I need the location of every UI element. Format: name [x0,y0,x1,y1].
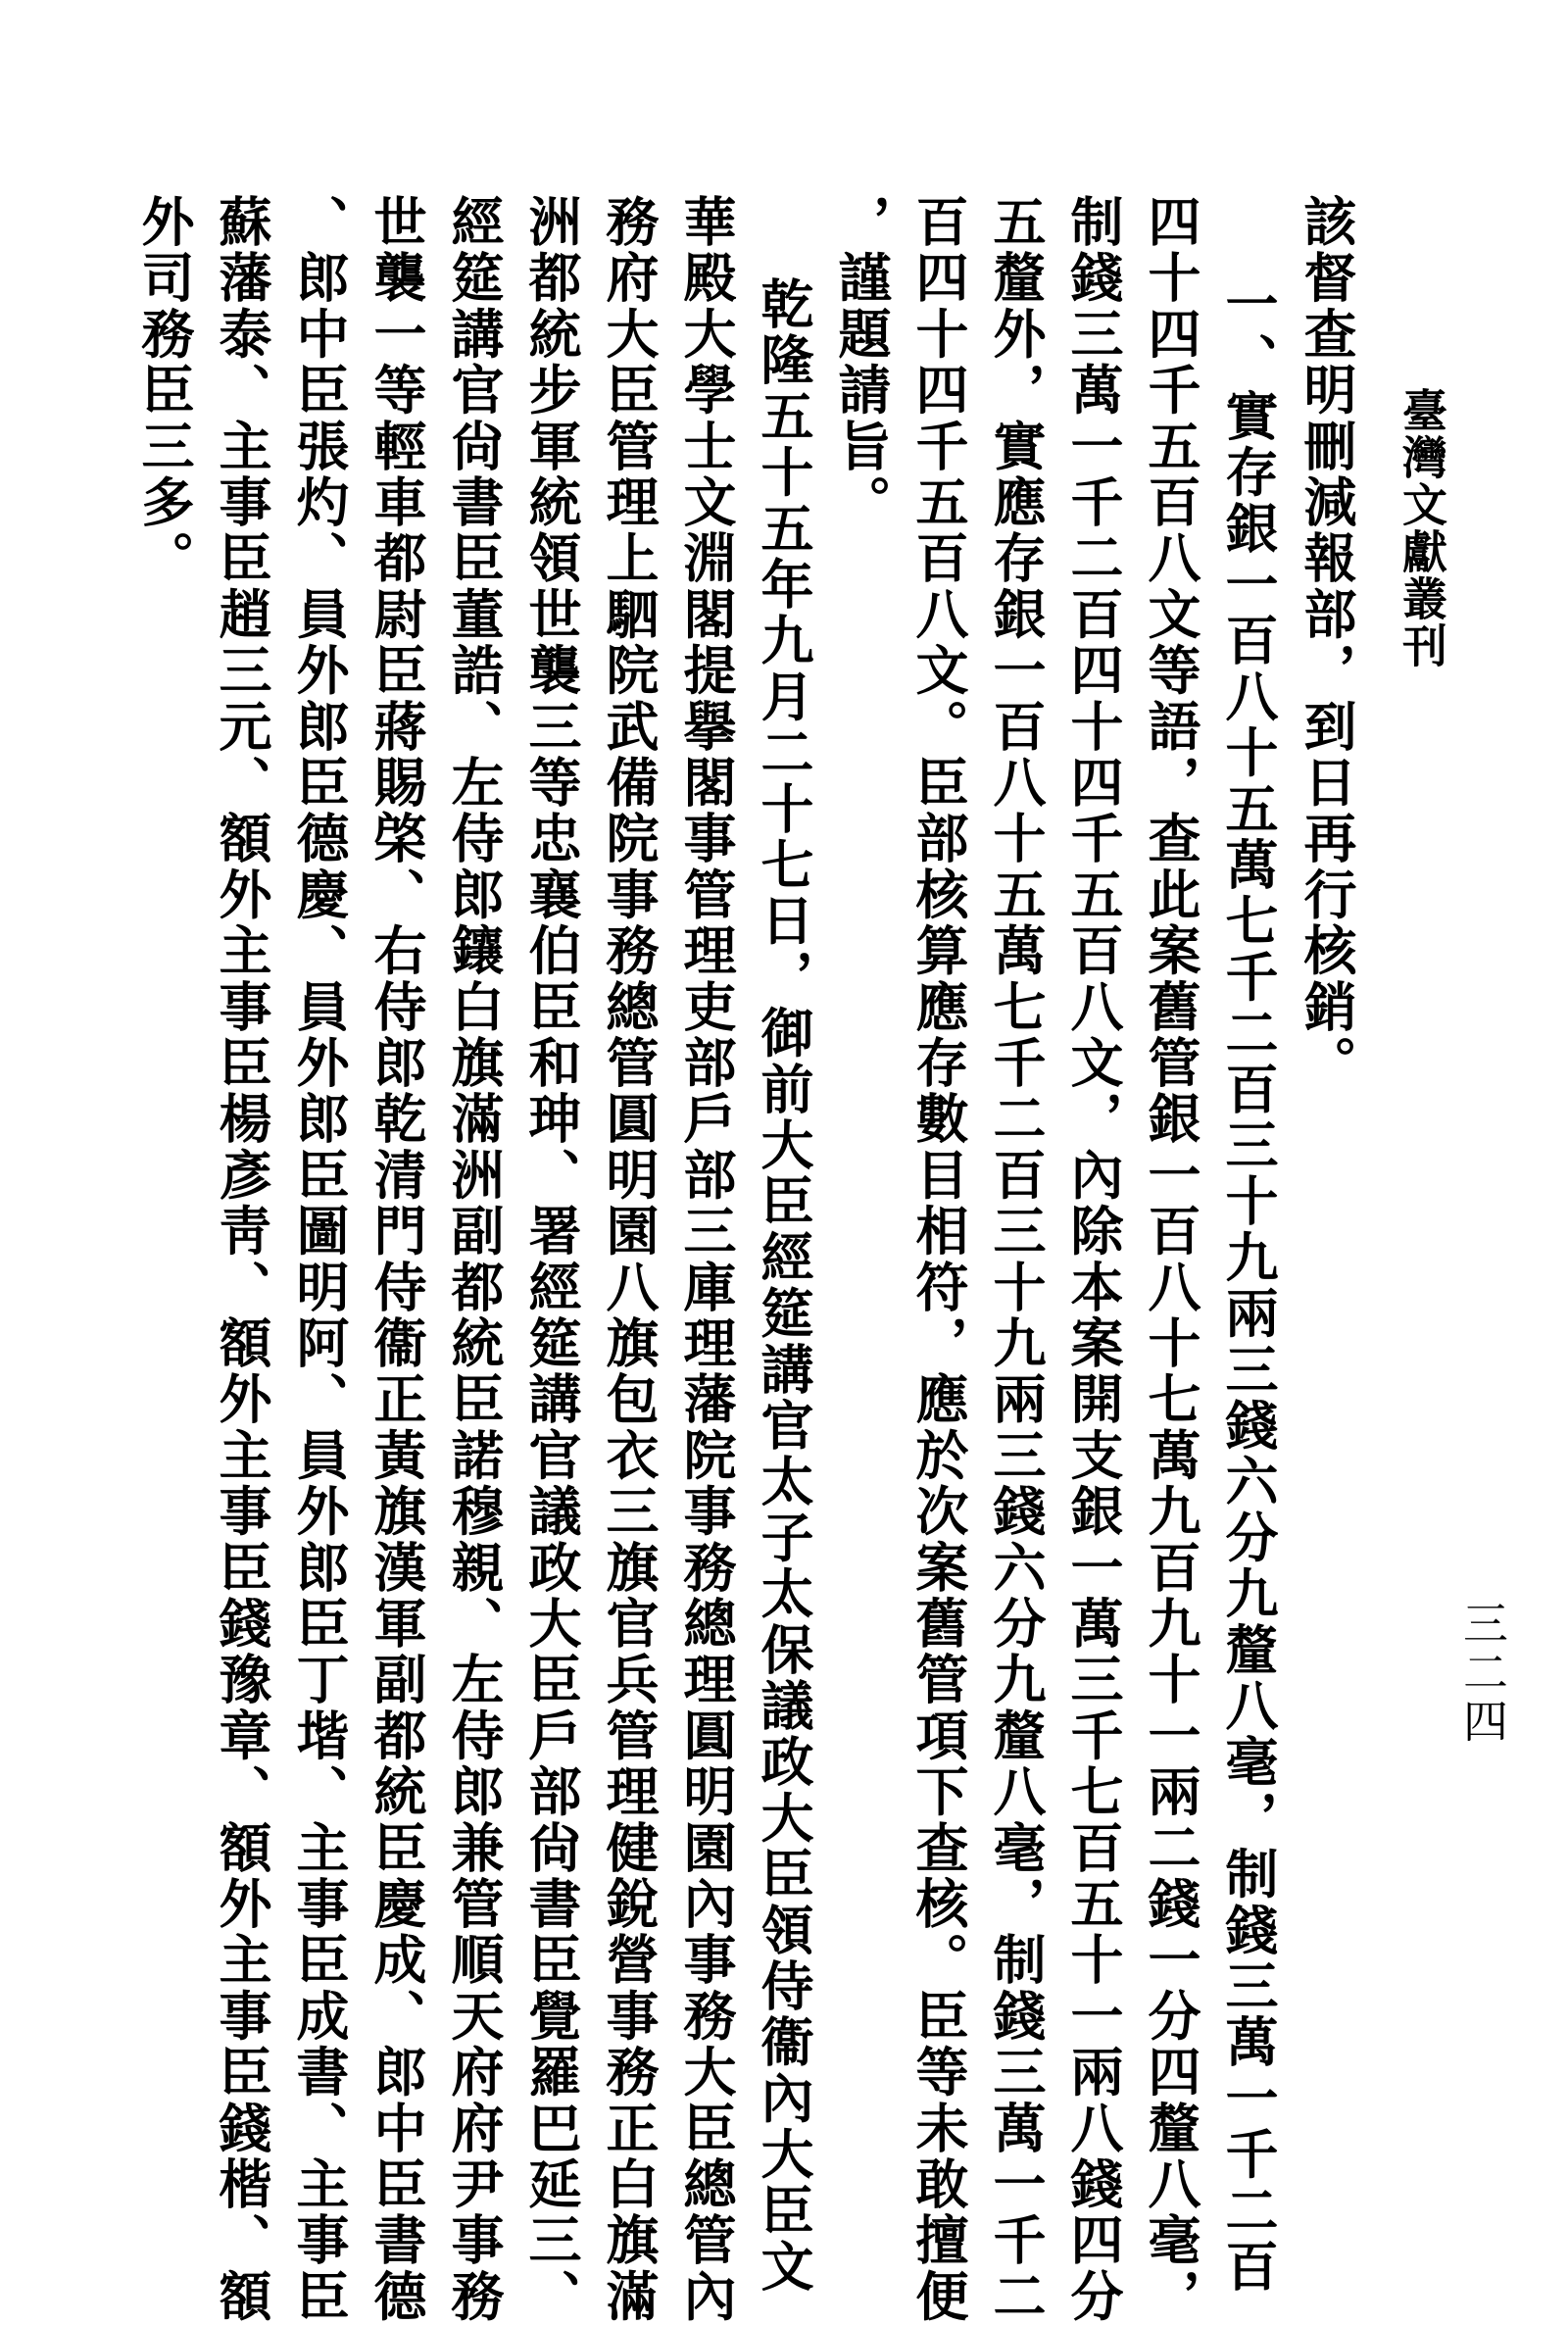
text-column: 五釐外，實應存銀一百八十五萬七千二百三十九兩三錢六分九釐八毫，制錢三萬一千二 [985,194,1048,2325]
text-column: 務府大臣管理上駟院武備院事務總管圓明園八旗包衣三旗官兵管理健銳營事務正白旗滿 [598,194,661,2325]
text-column: 經筵講官尙書臣董誥、左侍郎鑲白旗滿洲副都統臣諾穆親、左侍郎兼管順天府府尹事務 [443,194,506,2325]
text-column: 制錢三萬一千二百四十四千五百八文，內除本案開支銀一萬三千七百五十一兩八錢四分 [1062,194,1125,2325]
page-number: 三二四 [1456,1600,1509,1747]
text-column: 百四十四千五百八文。臣部核算應存數目相符，應於次案舊管項下查核。臣等未敢擅便 [907,194,970,2325]
text-column: 、郎中臣張灼、員外郎臣德慶、員外郎臣圖明阿、員外郎臣丁堦、主事臣成書、主事臣 [288,194,351,2325]
text-column: 世襲一等輕車都尉臣蔣賜棨、右侍郎乾清門侍衞正黃旗漢軍副都統臣慶成、郎中臣書德 [366,194,428,2325]
book-title: 臺灣文獻叢刊 [1396,387,1448,669]
text-column: 一、實存銀一百八十五萬七千二百三十九兩三錢六分九釐八毫，制錢三萬一千二百 [1217,276,1280,2296]
text-column: 洲都統步軍統領世襲三等忠襄伯臣和珅、署經筵講官議政大臣戶部尙書臣覺羅巴延三、 [520,194,583,2325]
text-column: 四十四千五百八文等語，查此案舊管銀一百八十七萬九百九十一兩二錢一分四釐八毫， [1140,194,1202,2325]
text-column: 乾隆五十五年九月二十七日，御前大臣經筵講官太子太保議政大臣領侍衞內大臣文 [753,276,815,2296]
text-column: ，謹題請旨。 [830,194,893,531]
text-column: 華殿大學士文淵閣提擧閣事管理吏部戶部三庫理藩院事務總理圓明園內事務大臣總管內 [675,194,738,2325]
text-column: 該督查明刪減報部，到日再行核銷。 [1296,194,1358,1092]
text-column: 外司務臣三多。 [133,194,196,587]
text-column: 蘇藩泰、主事臣趙三元、額外主事臣楊彥靑、額外主事臣錢豫章、額外主事臣錢楷、額 [211,194,273,2325]
